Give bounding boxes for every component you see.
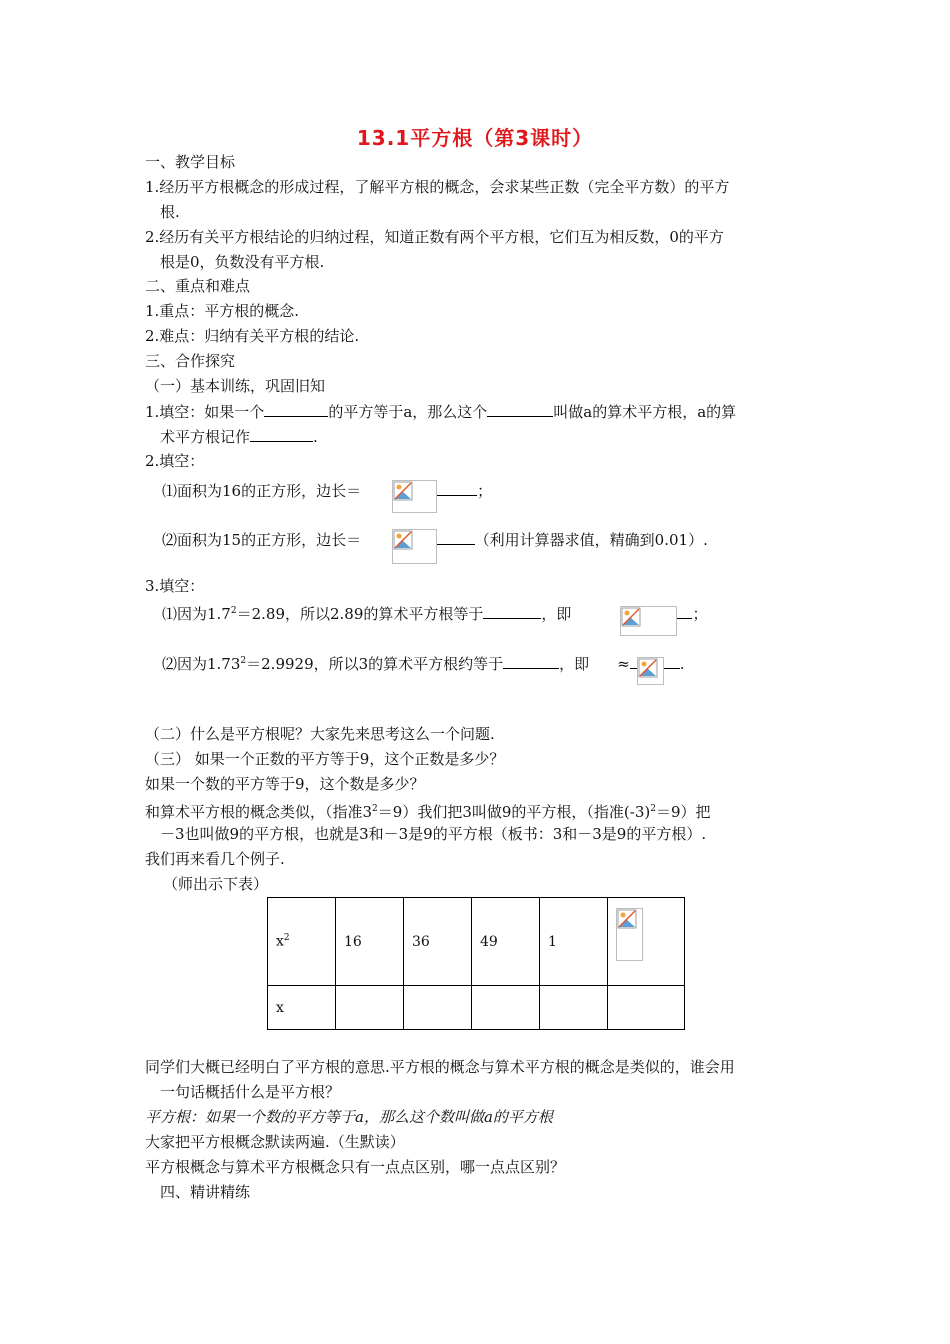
superscript: 2 [283, 933, 290, 944]
paragraph-difference: 平方根概念与算术平方根概念只有一点点区别，哪一点点区别？ [145, 1158, 566, 1176]
answer-blank [264, 401, 328, 417]
image-placeholder-icon [621, 607, 641, 627]
q3-2-period: . [679, 655, 685, 673]
question-2-1 [162, 480, 492, 501]
definition-square-root: 平方根：如果一个数的平方等于a，那么这个数叫做a的平方根 [145, 1108, 553, 1126]
q3-1-text-a: ⑴因为1.7 [162, 605, 231, 623]
table-cell [404, 986, 472, 1030]
row-label-x-squared [268, 898, 336, 986]
paragraph-examples: 我们再来看几个例子. [145, 850, 285, 868]
p2-text-a: 和算术平方根的概念类似，（指准3 [145, 803, 373, 821]
q1-text-a: 1.填空：如果一个 [145, 403, 265, 421]
image-placeholder-icon [617, 909, 637, 929]
p2-text-c: ＝9）把 [655, 803, 711, 821]
objective-2-line1: 2.经历有关平方根结论的归纳过程，知道正数有两个平方根，它们互为相反数，0的平方 [145, 228, 724, 246]
table-cell: 49 [472, 898, 540, 986]
question-3-2 [162, 651, 685, 674]
section-heading-explore: 三、合作探究 [145, 352, 236, 370]
objective-1-line1: 1.经历平方根概念的形成过程，了解平方根的概念，会求某些正数（完全平方数）的平方 [145, 178, 730, 196]
square-table [267, 897, 685, 1030]
q2-2-text-c: （利用计算器求值，精确到0.01）. [474, 531, 708, 549]
keypoint-1: 1.重点：平方根的概念. [145, 302, 300, 320]
section-heading-practice: 四、精讲精练 [160, 1183, 251, 1201]
section-heading-objectives: 一、教学目标 [145, 153, 236, 171]
q2-1-semicolon: ； [477, 482, 493, 500]
q2-1-text-a: ⑴面积为16的正方形，边长＝ [162, 482, 362, 500]
question-1-line2 [160, 426, 318, 447]
table-row [268, 898, 685, 986]
q3-1-text-c: ，即 [541, 605, 572, 623]
q3-1-semicolon: ； [692, 605, 708, 623]
q3-2-approx: ≈ [617, 655, 630, 673]
superscript: 2 [240, 656, 247, 666]
paragraph-summary-line2: 一句话概括什么是平方根？ [160, 1083, 341, 1101]
paragraph-question: 如果一个数的平方等于9，这个数是多少？ [145, 775, 425, 793]
objective-2-line2: 根是0，负数没有平方根. [160, 253, 325, 271]
q1-text-e: . [313, 428, 318, 446]
image-placeholder-icon [393, 481, 413, 501]
q1-text-c: 叫做a的算术平方根，a的算 [553, 403, 737, 421]
image-placeholder-icon [393, 530, 413, 550]
superscript: 2 [650, 804, 656, 814]
q3-2-text-a: ⑵因为1.73 [162, 655, 241, 673]
question-3-heading: 3.填空： [145, 577, 205, 595]
broken-formula-image [616, 908, 643, 961]
table-cell: 36 [404, 898, 472, 986]
image-placeholder-icon [638, 658, 658, 678]
paragraph-summary-line1: 同学们大概已经明白了平方根的意思.平方根的概念与算术平方根的概念是类似的，谁会用 [145, 1058, 735, 1076]
paragraph-show-table: （师出示下表） [163, 875, 269, 893]
question-2-heading: 2.填空： [145, 452, 205, 470]
p2-text-b: ＝9）我们把3叫做9的平方根，（指准(-3) [377, 803, 651, 821]
q1-text-d: 术平方根记作 [160, 428, 251, 446]
broken-formula-image [392, 480, 437, 513]
table-cell [472, 986, 540, 1030]
table-cell-image [608, 898, 685, 986]
table-cell [608, 986, 685, 1030]
answer-blank [250, 426, 313, 442]
subsection-basic-training: （一）基本训练，巩固旧知 [145, 377, 326, 395]
paragraph-read-aloud: 大家把平方根概念默读两遍.（生默读） [145, 1133, 405, 1151]
paragraph-explanation-line2: －3也叫做9的平方根，也就是3和－3是9的平方根（板书：3和－3是9的平方根）. [160, 825, 707, 843]
row-label-x: x [268, 986, 336, 1030]
answer-blank [483, 603, 541, 619]
subsection-what-is-square-root: （二）什么是平方根呢？大家先来思考这么一个问题. [145, 725, 495, 743]
answer-blank [487, 401, 553, 417]
table-cell: 16 [336, 898, 404, 986]
table-cell [540, 986, 608, 1030]
answer-blank [503, 653, 559, 669]
row-label-text: x [276, 933, 284, 950]
table-cell [336, 986, 404, 1030]
broken-formula-image [392, 529, 437, 564]
question-1-line1 [145, 401, 736, 422]
objective-1-line2: 根. [160, 203, 180, 221]
q3-2-text-c: ，即 [559, 655, 590, 673]
keypoint-2: 2.难点：归纳有关平方根的结论. [145, 327, 360, 345]
q3-1-text-b: ＝2.89，所以2.89的算术平方根等于 [236, 605, 484, 623]
superscript: 2 [230, 606, 237, 616]
q3-2-text-b: ＝2.9929，所以3的算术平方根约等于 [246, 655, 504, 673]
q1-text-b: 的平方等于a，那么这个 [328, 403, 488, 421]
broken-formula-image [637, 657, 664, 685]
section-heading-keypoints: 二、重点和难点 [145, 277, 251, 295]
page-title: 13.1平方根（第3课时） [356, 126, 594, 150]
table-cell: 1 [540, 898, 608, 986]
paragraph-explanation-line1 [145, 799, 711, 822]
table-row [268, 986, 685, 1030]
superscript: 2 [372, 804, 378, 814]
q2-2-text-a: ⑵面积为15的正方形，边长＝ [162, 531, 362, 549]
broken-formula-image [620, 606, 677, 636]
subsection-question: （三） 如果一个正数的平方等于9，这个正数是多少？ [145, 750, 505, 768]
